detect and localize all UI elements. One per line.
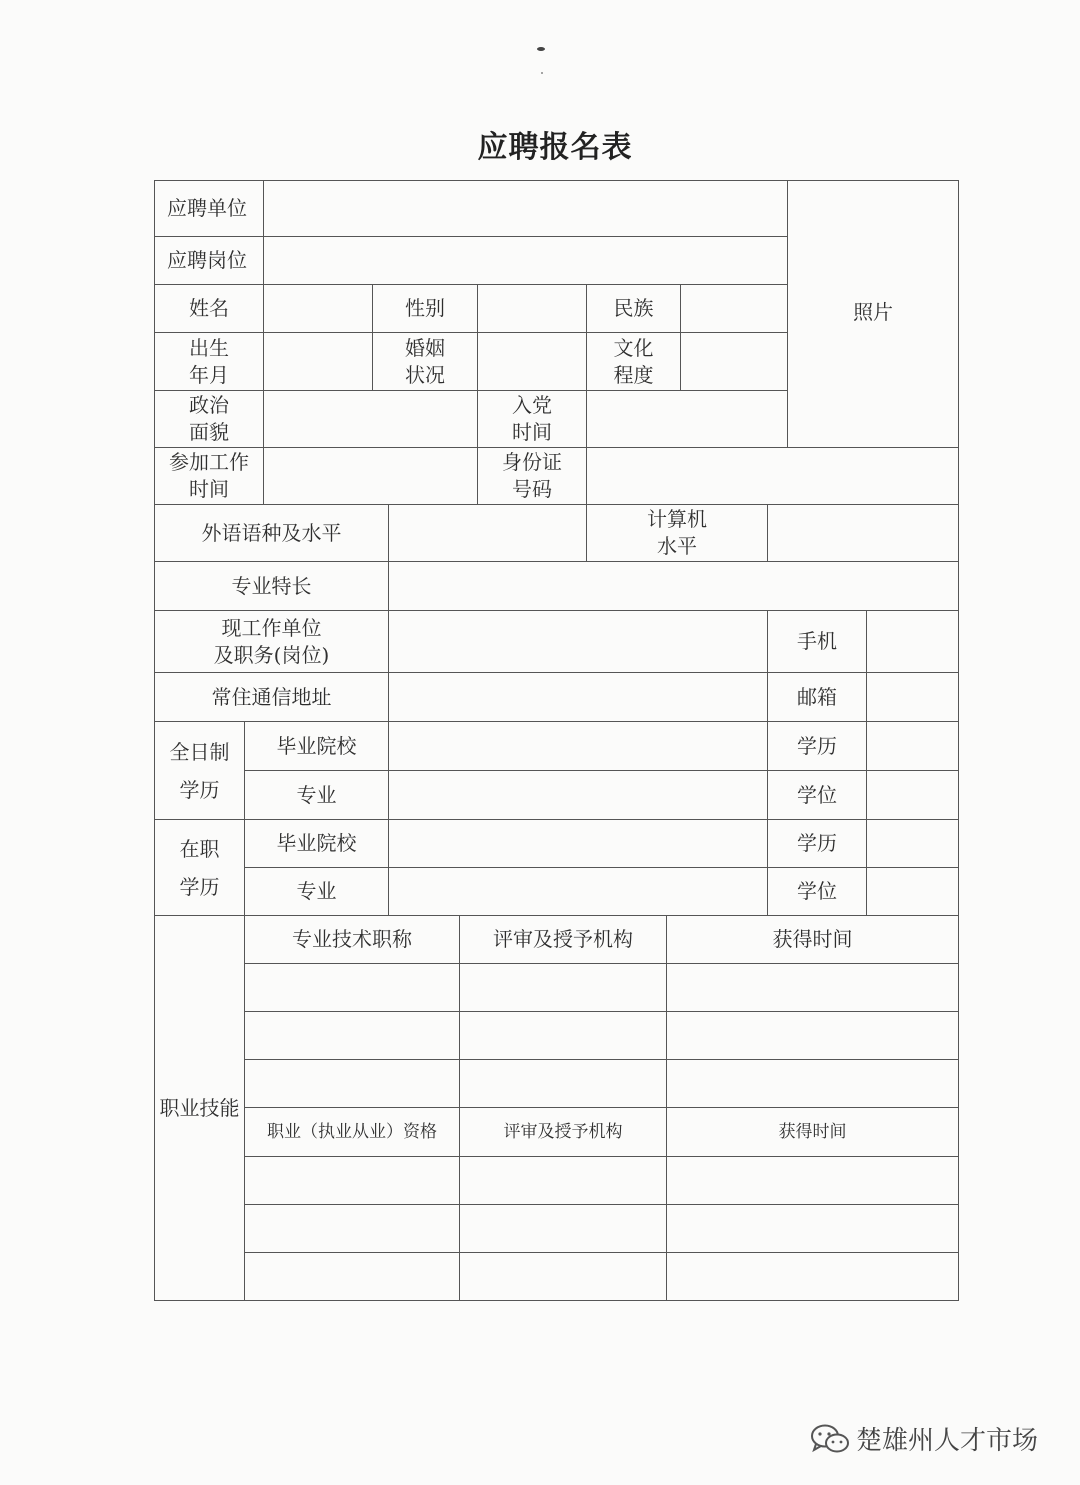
label-work-start xyxy=(155,448,264,505)
input-tech-time[interactable] xyxy=(667,964,959,1012)
header-qualification: 职业（执业从业）资格 xyxy=(245,1108,460,1157)
input-current-work[interactable] xyxy=(389,611,768,673)
input-position[interactable] xyxy=(264,237,788,285)
label-line: 现工作单位 xyxy=(221,615,322,640)
input-fulltime-major[interactable] xyxy=(389,771,768,820)
input-computer[interactable] xyxy=(768,505,959,562)
input-inservice-record[interactable] xyxy=(867,820,959,868)
label-line: 年月 xyxy=(189,362,229,387)
input-tech-org[interactable] xyxy=(460,1012,667,1060)
input-marital[interactable] xyxy=(478,333,587,391)
label-line: 文化 xyxy=(613,335,654,360)
label-line: 面貌 xyxy=(189,420,229,444)
label-fulltime-record: 学历 xyxy=(768,722,867,771)
header-qual-review-org: 评审及授予机构 xyxy=(460,1108,667,1157)
input-party-join[interactable] xyxy=(587,391,788,448)
label-fulltime xyxy=(155,722,245,820)
input-qual-time[interactable] xyxy=(667,1205,959,1253)
input-inservice-degree[interactable] xyxy=(867,868,959,916)
label-line: 学历 xyxy=(179,874,220,899)
label-line: 在职 xyxy=(179,836,220,861)
label-line: 全日制 xyxy=(169,739,230,764)
input-id-number[interactable] xyxy=(587,448,959,505)
label-line: 学历 xyxy=(179,777,220,802)
input-foreign-language[interactable] xyxy=(389,505,587,562)
photo-box[interactable]: 照片 xyxy=(788,181,959,448)
label-line: 计算机 xyxy=(647,507,707,531)
input-qual-org[interactable] xyxy=(460,1157,667,1205)
input-birth[interactable] xyxy=(264,333,373,391)
input-unit[interactable] xyxy=(264,181,788,237)
label-current-work xyxy=(155,611,389,673)
label-inservice-record: 学历 xyxy=(768,820,867,868)
label-name: 姓名 xyxy=(155,285,264,333)
label-ethnicity: 民族 xyxy=(587,285,681,333)
label-computer xyxy=(587,505,768,562)
label-line: 及职务(岗位) xyxy=(213,642,330,667)
label-email: 邮箱 xyxy=(768,673,867,722)
input-address[interactable] xyxy=(389,673,768,722)
label-line: 出生 xyxy=(189,335,229,360)
label-birth xyxy=(155,333,264,391)
label-inservice-school: 毕业院校 xyxy=(245,820,389,868)
input-specialty[interactable] xyxy=(389,562,959,611)
input-fulltime-degree[interactable] xyxy=(867,771,959,820)
label-fulltime-school: 毕业院校 xyxy=(245,722,389,771)
input-fulltime-school[interactable] xyxy=(389,722,768,771)
input-qual-time[interactable] xyxy=(667,1253,959,1301)
input-qualification[interactable] xyxy=(245,1205,460,1253)
label-line: 号码 xyxy=(512,477,552,501)
header-tech-title: 专业技术职称 xyxy=(245,916,460,964)
input-gender[interactable] xyxy=(478,285,587,333)
scan-speck xyxy=(541,72,543,74)
input-tech-time[interactable] xyxy=(667,1012,959,1060)
label-inservice-major: 专业 xyxy=(245,868,389,916)
label-marital xyxy=(373,333,478,391)
label-line: 参加工作 xyxy=(169,450,249,474)
input-fulltime-record[interactable] xyxy=(867,722,959,771)
input-tech-title[interactable] xyxy=(245,964,460,1012)
label-line: 婚姻 xyxy=(405,335,445,360)
label-line: 入党 xyxy=(512,393,552,417)
label-fulltime-major: 专业 xyxy=(245,771,389,820)
header-review-org: 评审及授予机构 xyxy=(460,916,667,964)
label-position: 应聘岗位 xyxy=(155,237,264,285)
label-line: 时间 xyxy=(512,420,552,444)
input-ethnicity[interactable] xyxy=(681,285,788,333)
label-inservice xyxy=(155,820,245,916)
header-qual-obtain-time: 获得时间 xyxy=(667,1108,959,1157)
application-form-table xyxy=(154,180,959,1301)
label-gender: 性别 xyxy=(373,285,478,333)
label-specialty: 专业特长 xyxy=(155,562,389,611)
input-qual-org[interactable] xyxy=(460,1253,667,1301)
label-party-join xyxy=(478,391,587,448)
input-qualification[interactable] xyxy=(245,1157,460,1205)
input-education-level[interactable] xyxy=(681,333,788,391)
input-tech-org[interactable] xyxy=(460,964,667,1012)
label-line: 状况 xyxy=(405,362,445,387)
input-tech-org[interactable] xyxy=(460,1060,667,1108)
input-qualification[interactable] xyxy=(245,1253,460,1301)
label-line: 身份证 xyxy=(502,450,562,474)
input-tech-title[interactable] xyxy=(245,1060,460,1108)
label-education-level xyxy=(587,333,681,391)
input-email[interactable] xyxy=(867,673,959,722)
label-foreign-language: 外语语种及水平 xyxy=(155,505,389,562)
label-line: 水平 xyxy=(657,534,697,558)
input-inservice-school[interactable] xyxy=(389,820,768,868)
label-inservice-degree: 学位 xyxy=(768,868,867,916)
label-line: 时间 xyxy=(189,477,229,501)
label-address: 常住通信地址 xyxy=(155,673,389,722)
input-name[interactable] xyxy=(264,285,373,333)
watermark xyxy=(810,1420,1038,1457)
scan-speck xyxy=(537,47,545,51)
page-title: 应聘报名表 xyxy=(477,130,633,165)
label-id-number xyxy=(478,448,587,505)
header-obtain-time: 获得时间 xyxy=(667,916,959,964)
input-inservice-major[interactable] xyxy=(389,868,768,916)
label-unit: 应聘单位 xyxy=(155,181,264,237)
wechat-icon xyxy=(810,1422,850,1456)
input-political[interactable] xyxy=(264,391,478,448)
input-tech-time[interactable] xyxy=(667,1060,959,1108)
label-political xyxy=(155,391,264,448)
label-line: 程度 xyxy=(613,362,654,387)
input-tech-title[interactable] xyxy=(245,1012,460,1060)
input-qual-org[interactable] xyxy=(460,1205,667,1253)
label-line: 政治 xyxy=(189,393,229,417)
input-mobile[interactable] xyxy=(867,611,959,673)
input-work-start[interactable] xyxy=(264,448,478,505)
watermark-text: 楚雄州人才市场 xyxy=(856,1426,1039,1456)
input-qual-time[interactable] xyxy=(667,1157,959,1205)
label-mobile: 手机 xyxy=(768,611,867,673)
label-skills: 职业技能 xyxy=(155,916,245,1301)
label-fulltime-degree: 学位 xyxy=(768,771,867,820)
